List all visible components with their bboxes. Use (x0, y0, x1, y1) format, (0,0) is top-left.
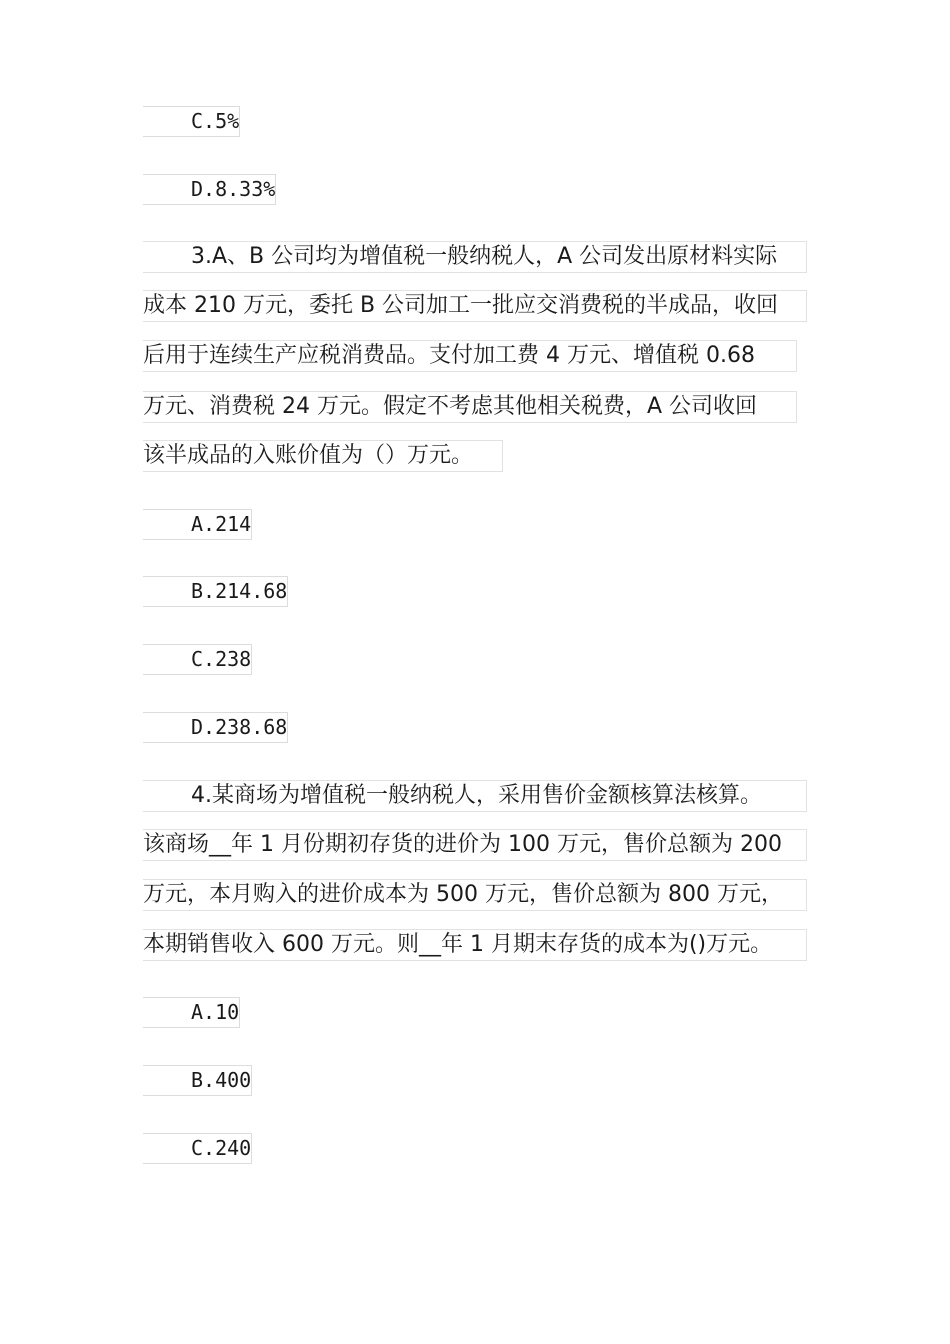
q4-option-c: C.240 (143, 1133, 252, 1164)
q4-option-b: B.400 (143, 1065, 252, 1096)
q3-option-a: A.214 (143, 509, 252, 540)
q3-line-4: 万元、消费税 24 万元。假定不考虑其他相关税费，A 公司收回 (143, 391, 797, 423)
q3-option-c: C.238 (143, 644, 252, 675)
q3-line-3: 后用于连续生产应税消费品。支付加工费 4 万元、增值税 0.68 (143, 340, 797, 372)
q2-option-c: C.5% (143, 106, 240, 137)
q2-option-d: D.8.33% (143, 174, 276, 205)
q3-option-b: B.214.68 (143, 576, 288, 607)
q3-line-2: 成本 210 万元，委托 B 公司加工一批应交消费税的半成品，收回 (143, 290, 807, 322)
q3-option-d: D.238.68 (143, 712, 288, 743)
q4-line-1: 4.某商场为增值税一般纳税人，采用售价金额核算法核算。 (143, 780, 807, 812)
q3-line-1: 3.A、B 公司均为增值税一般纳税人，A 公司发出原材料实际 (143, 241, 807, 273)
q4-line-2: 该商场__年 1 月份期初存货的进价为 100 万元，售价总额为 200 (143, 829, 807, 861)
q4-line-4: 本期销售收入 600 万元。则__年 1 月期末存货的成本为()万元。 (143, 929, 807, 961)
q4-line-3: 万元，本月购入的进价成本为 500 万元，售价总额为 800 万元， (143, 879, 807, 911)
q4-option-a: A.10 (143, 997, 240, 1028)
q3-line-5: 该半成品的入账价值为（）万元。 (143, 440, 503, 472)
